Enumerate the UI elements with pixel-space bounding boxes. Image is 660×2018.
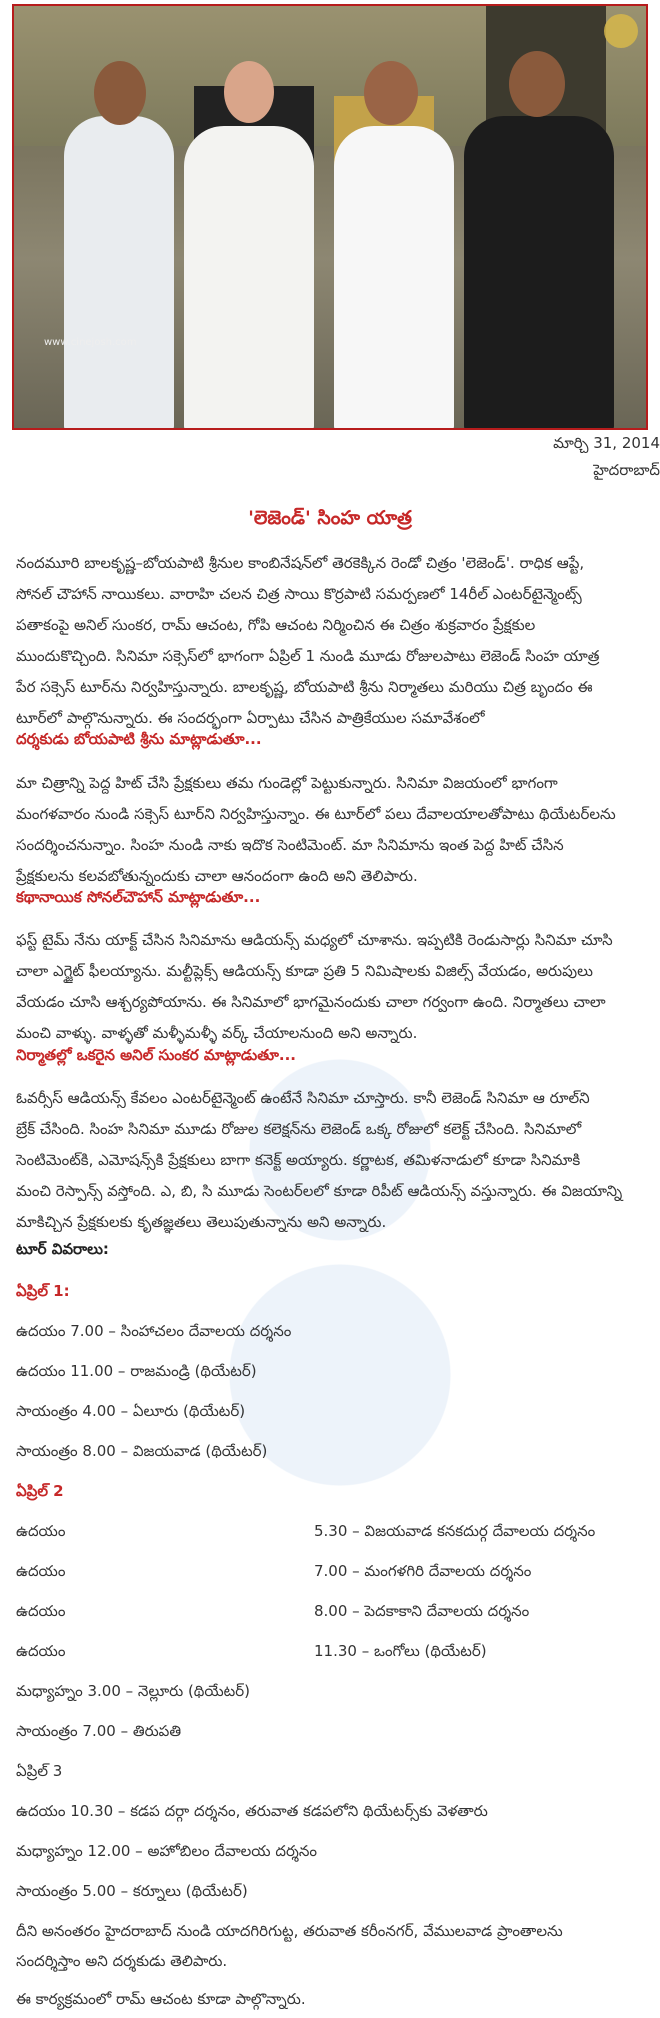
day2-row-event: 5.30 – విజయవాడ కనకదుర్గ దేవాలయ దర్శనం xyxy=(314,1522,596,1540)
day1-item: ఉదయం 11.00 – రాజమండ్రి (థియేటర్) xyxy=(16,1362,257,1380)
section-heading-producer: నిర్మాతల్లో ఒకరైన అనిల్ సుంకర మాట్లాడుతూ... xyxy=(16,1046,296,1064)
day2-item: మధ్యాహ్నం 3.00 – నెల్లూరు (థియేటర్) xyxy=(16,1682,251,1700)
section-heading-heroine: కథానాయిక సోనల్‌చౌహాన్ మాట్లాడుతూ... xyxy=(16,888,261,906)
day3-label: ఏప్రిల్ 3 xyxy=(16,1762,63,1780)
heroine-paragraph: ఫస్ట్ టైమ్ నేను యాక్ట్ చేసిన సినిమాను ఆడియన్స్ మధ్యలో చూశాను. ఇప్పటికి రెండుసార్లు సినిమా చూసి చాలా ఎగ్జైట్ ఫీలయ్యాను. మల్టీప్లెక్స్ ఆడియన్స్ కూడా ప్రతి 5 నిమిషాలకు విజిల్స్ వేయడం, అరుపులు వేయడం చూసి ఆశ్చర్యపోయాను. ఈ సినిమాలో భాగమైనందుకు చాలా గర్వంగా ఉంది. నిర్మాతలు చాలా మంచి వాళ్ళు. వాళ్ళతో మళ్ళీమళ్ళీ వర్క్ చేయాలనుంది అని అన్నారు. xyxy=(16,931,613,1042)
closing-line: దీని అనంతరం హైదరాబాద్ నుండి యాదగిరిగుట్ట, తరువాత కరీంనగర్, వేములవాడ ప్రాంతాలను xyxy=(16,1922,563,1940)
day2-row-event: 11.30 – ఒంగోలు (థియేటర్) xyxy=(314,1642,487,1660)
day3-item: ఉదయం 10.30 – కడప దర్గా దర్శనం, తరువాత కడపలోని థియేటర్స్‌కు వెళతారు xyxy=(16,1802,488,1820)
article-date: మార్చి 31, 2014 xyxy=(553,434,660,452)
closing-line: సందర్శిస్తాం అని దర్శకుడు తెలిపారు. xyxy=(16,1952,228,1970)
event-photo xyxy=(12,4,648,430)
day2-row-event: 8.00 – పెదకాకాని దేవాలయ దర్శనం xyxy=(314,1602,530,1620)
day2-row-event: 7.00 – మంగళగిరి దేవాలయ దర్శనం xyxy=(314,1562,532,1580)
section-heading-director: దర్శకుడు బోయపాటి శ్రీను మాట్లాడుతూ... xyxy=(16,730,262,748)
tour-heading: టూర్ వివరాలు: xyxy=(16,1240,109,1258)
closing-line: ఈ కార్యక్రమంలో రామ్ ఆచంట కూడా పాల్గొన్నారు. xyxy=(16,1990,306,2008)
producer-paragraph: ఓవర్సీస్ ఆడియన్స్ కేవలం ఎంటర్‌టైన్మెంట్ ఉంటేనే సినిమా చూస్తారు. కానీ లెజెండ్ సినిమా ఆ రూల్‌ని బ్రేక్ చేసింది. సింహ సినిమా మూడు రోజుల కలెక్షన్‌ను లెజెండ్ ఒక్క రోజులో కలెక్ట్ చేసింది. సినిమాలో సెంటిమెంట్‌కి, ఎమోషన్స్‌కి ప్రేక్షకులు బాగా కనెక్ట్ అయ్యారు. కర్ణాటక, తమిళనాడులో కూడా సినిమాకి మంచి రెస్పాన్స్ వస్తోంది. ఎ, బి, సి మూడు సెంటర్‌లలో కూడా రిపీట్ ఆడియన్స్ వస్తున్నారు. ఈ విజయాన్ని మాకిచ్చిన ప్రేక్షకులకు కృతజ్ఞతలు తెలుపుతున్నాను అని అన్నారు. xyxy=(16,1089,623,1231)
day1-item: ఉదయం 7.00 – సింహాచలం దేవాలయ దర్శనం xyxy=(16,1322,292,1340)
day1-item: సాయంత్రం 8.00 – విజయవాడ (థియేటర్) xyxy=(16,1442,268,1460)
day1-label: ఏప్రిల్ 1: xyxy=(16,1282,70,1300)
photo-watermark: www.cinejosh.com xyxy=(44,337,137,348)
intro-paragraph: నందమూరి బాలకృష్ణ–బోయపాటి శ్రీనుల కాంబినేషన్‌లో తెరకెక్కిన రెండో చిత్రం 'లెజెండ్'. రాధిక ఆప్టే, సోనల్ చౌహాన్ నాయికలు. వారాహి చలన చిత్ర సాయి కొర్రపాటి సమర్పణలో 14రీల్ ఎంటర్‌టైన్మెంట్స్ పతాకంపై అనిల్ సుంకర, రామ్ ఆచంట, గోపి ఆచంట నిర్మించిన ఈ చిత్రం శుక్రవారం ప్రేక్షకుల ముందుకొచ్చింది. సినిమా సక్సెస్‌లో భాగంగా ఏప్రిల్ 1 నుండి మూడు రోజులపాటు లెజెండ్ సింహ యాత్ర పేర సక్సెస్ టూర్‌ను నిర్వహిస్తున్నారు. బాలకృష్ణ, బోయపాటి శ్రీను నిర్మాతలు మరియు చిత్ర బృందం ఈ టూర్‌లో పాల్గొనున్నారు. ఈ సందర్భంగా ఏర్పాటు చేసిన పాత్రికేయుల సమావేశంలో xyxy=(16,554,600,727)
day2-item: సాయంత్రం 7.00 – తిరుపతి xyxy=(16,1722,182,1740)
article-title: 'లెజెండ్' సింహ యాత్ర xyxy=(248,507,412,529)
day1-item: సాయంత్రం 4.00 – ఏలూరు (థియేటర్) xyxy=(16,1402,246,1420)
day2-row-time: ఉదయం xyxy=(16,1642,66,1660)
day3-item: మధ్యాహ్నం 12.00 – అహోబిలం దేవాలయ దర్శనం xyxy=(16,1842,317,1860)
day2-row-time: ఉదయం xyxy=(16,1602,66,1620)
tollywood-logo-icon xyxy=(604,14,638,48)
day3-item: సాయంత్రం 5.00 – కర్నూలు (థియేటర్) xyxy=(16,1882,248,1900)
watermark-logo xyxy=(220,1000,460,1500)
director-paragraph: మా చిత్రాన్ని పెద్ద హిట్ చేసి ప్రేక్షకులు తమ గుండెల్లో పెట్టుకున్నారు. సినిమా విజయంలో భాగంగా మంగళవారం నుండి సక్సెస్ టూర్‌ని నిర్వహిస్తున్నాం. ఈ టూర్‌లో పలు దేవాలయాలతోపాటు థియేటర్‌లను సందర్శించనున్నాం. సింహ నుండి నాకు ఇదొక సెంటిమెంట్. మా సినిమాను ఇంత పెద్ద హిట్ చేసిన ప్రేక్షకులను కలవబోతున్నందుకు చాలా ఆనందంగా ఉంది అని తెలిపారు. xyxy=(16,774,616,885)
day2-row-time: ఉదయం xyxy=(16,1522,66,1540)
day2-row-time: ఉదయం xyxy=(16,1562,66,1580)
day2-label: ఏప్రిల్ 2 xyxy=(16,1482,64,1500)
article-place: హైదరాబాద్ xyxy=(593,461,660,479)
